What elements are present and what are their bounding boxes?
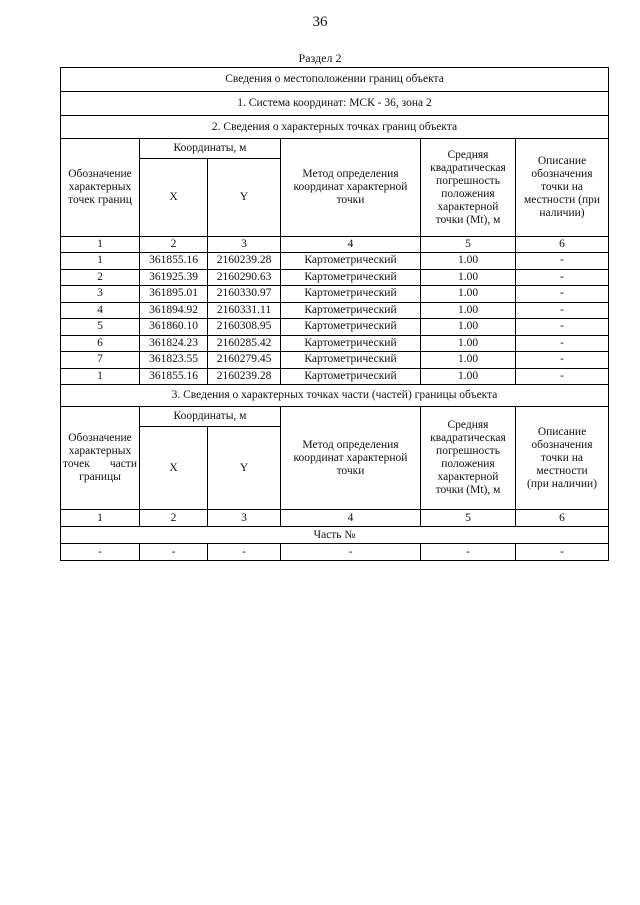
coord-y: 2160239.28 [208, 368, 281, 385]
coord-x: 361895.01 [140, 286, 208, 303]
point-id: 3 [61, 286, 140, 303]
coord-y: 2160239.28 [208, 253, 281, 270]
table-row [61, 544, 609, 561]
s2-header-accuracy-line: погрешность [436, 174, 500, 187]
s2-header-accuracy-line: квадратическая [430, 161, 506, 174]
column-number: 2 [140, 510, 208, 527]
s2-header-designation-line: характерных [68, 181, 132, 193]
s3-header-coordinates: Координаты, м [140, 407, 281, 427]
s3-header-description-line: обозначения [531, 438, 593, 451]
s3-header-designation-line: Обозначение [68, 432, 132, 444]
column-number: 1 [61, 237, 140, 253]
s2-header-designation [61, 139, 140, 237]
column-number: 3 [208, 237, 281, 253]
coord-x: 361855.16 [140, 368, 208, 385]
point-id: 1 [61, 368, 140, 385]
table-row [61, 368, 609, 385]
method: Картометрический [281, 335, 421, 352]
s3-header-accuracy-line: точки (Mt), м [435, 484, 501, 496]
s2-header-y: Y [208, 159, 281, 237]
s2-header-method-line: точки [336, 194, 365, 206]
s3-header-method-line: точки [336, 464, 365, 477]
s2-header-method [281, 139, 421, 237]
s3-header-designation-word: части [109, 458, 137, 470]
description: - [516, 319, 609, 336]
method: Картометрический [281, 302, 421, 319]
s2-column-numbers [61, 237, 609, 253]
s3-header-method-line: Метод определения [302, 438, 399, 451]
table-row [61, 319, 609, 336]
s3-header-accuracy [421, 407, 516, 510]
table-row [61, 269, 609, 286]
s2-header-accuracy-line: Средняя [447, 148, 489, 161]
accuracy: 1.00 [421, 319, 516, 336]
coord-y: 2160330.97 [208, 286, 281, 303]
s2-header-designation-line: Обозначение [68, 168, 132, 180]
point-id: 1 [61, 253, 140, 270]
s2-header-accuracy [421, 139, 516, 237]
point-id: - [61, 544, 140, 561]
description: - [516, 335, 609, 352]
method: - [281, 544, 421, 561]
point-id: 2 [61, 269, 140, 286]
coord-y: 2160331.11 [208, 302, 281, 319]
section2-heading: 2. Сведения о характерных точках границ объекта [61, 116, 609, 139]
method: Картометрический [281, 269, 421, 286]
s3-column-numbers [61, 510, 609, 527]
boundary-table [60, 67, 609, 561]
coord-x: 361925.39 [140, 269, 208, 286]
s2-header-description-line: Описание [537, 155, 587, 167]
s3-header-description-line: местности [536, 464, 588, 477]
s2-header-description-line: наличии) [539, 207, 585, 219]
coord-x: 361855.16 [140, 253, 208, 270]
s2-header-x: X [140, 159, 208, 237]
s3-header-designation-word: точек [63, 458, 90, 470]
table-row [61, 302, 609, 319]
table-title: Сведения о местоположении границ объекта [61, 68, 609, 92]
accuracy: 1.00 [421, 335, 516, 352]
column-number: 4 [281, 237, 421, 253]
s3-header-accuracy-line: погрешность [436, 445, 500, 457]
column-number: 5 [421, 510, 516, 527]
accuracy: 1.00 [421, 352, 516, 369]
coord-y: 2160279.45 [208, 352, 281, 369]
accuracy: - [421, 544, 516, 561]
s2-header-accuracy-line: положения [441, 187, 495, 200]
method: Картометрический [281, 368, 421, 385]
s3-header-description-line: Описание [537, 425, 587, 438]
s2-header-description [516, 139, 609, 237]
s3-header-designation [61, 407, 140, 510]
method: Картометрический [281, 253, 421, 270]
column-number: 5 [421, 237, 516, 253]
column-number: 3 [208, 510, 281, 527]
column-number: 6 [516, 510, 609, 527]
s2-header-accuracy-line: точки (Mt), м [435, 213, 501, 226]
table-row [61, 253, 609, 270]
coord-y: - [208, 544, 281, 561]
column-number: 6 [516, 237, 609, 253]
coord-x: 361860.10 [140, 319, 208, 336]
description: - [516, 368, 609, 385]
accuracy: 1.00 [421, 253, 516, 270]
s2-header-description-line: точки на [541, 181, 583, 193]
accuracy: 1.00 [421, 368, 516, 385]
s3-header-designation-line [63, 458, 137, 471]
coordinate-system: 1. Система координат: МСК - 36, зона 2 [61, 92, 609, 116]
method: Картометрический [281, 319, 421, 336]
s2-header-description-line: местности (при [523, 194, 601, 206]
section-title: Раздел 2 [298, 51, 342, 65]
s3-header-x: X [140, 427, 208, 510]
column-number: 4 [281, 510, 421, 527]
s2-header-designation-line: точек границ [68, 194, 132, 206]
s3-header-description-line: точки на [541, 451, 583, 464]
description: - [516, 302, 609, 319]
s3-header-accuracy-line: Средняя [447, 419, 489, 431]
coord-x: 361894.92 [140, 302, 208, 319]
s3-header-accuracy-line: квадратическая [430, 432, 506, 444]
s3-header-designation-line: границы [79, 471, 121, 483]
coord-x: 361823.55 [140, 352, 208, 369]
accuracy: 1.00 [421, 269, 516, 286]
s3-header-description [516, 407, 609, 510]
point-id: 7 [61, 352, 140, 369]
s3-header-description-line: (при наличии) [527, 477, 597, 490]
part-label: Часть № [61, 527, 609, 544]
column-number: 1 [61, 510, 140, 527]
s3-header-accuracy-line: положения [441, 458, 495, 470]
s3-header-method-line: координат характерной [293, 451, 408, 464]
point-id: 6 [61, 335, 140, 352]
table-row [61, 352, 609, 369]
description: - [516, 269, 609, 286]
section3-heading: 3. Сведения о характерных точках части (частей) границы объекта [61, 385, 609, 407]
description: - [516, 544, 609, 561]
table-row [61, 286, 609, 303]
coord-y: 2160308.95 [208, 319, 281, 336]
s3-header-accuracy-line: характерной [437, 471, 499, 483]
coord-y: 2160290.63 [208, 269, 281, 286]
s3-header-y: Y [208, 427, 281, 510]
description: - [516, 286, 609, 303]
s3-header-designation-line: характерных [68, 445, 132, 457]
s2-header-method-line: координат характерной [293, 181, 408, 193]
accuracy: 1.00 [421, 286, 516, 303]
s2-header-method-line: Метод определения [302, 168, 399, 180]
page-number: 36 [312, 14, 328, 30]
s3-header-method [281, 407, 421, 510]
s2-header-coordinates: Координаты, м [140, 139, 281, 159]
table-row [61, 335, 609, 352]
description: - [516, 253, 609, 270]
s2-header-accuracy-line: характерной [437, 200, 499, 213]
column-number: 2 [140, 237, 208, 253]
method: Картометрический [281, 286, 421, 303]
coord-x: - [140, 544, 208, 561]
description: - [516, 352, 609, 369]
method: Картометрический [281, 352, 421, 369]
point-id: 4 [61, 302, 140, 319]
coord-x: 361824.23 [140, 335, 208, 352]
accuracy: 1.00 [421, 302, 516, 319]
point-id: 5 [61, 319, 140, 336]
coord-y: 2160285.42 [208, 335, 281, 352]
s2-header-description-line: обозначения [531, 168, 593, 180]
